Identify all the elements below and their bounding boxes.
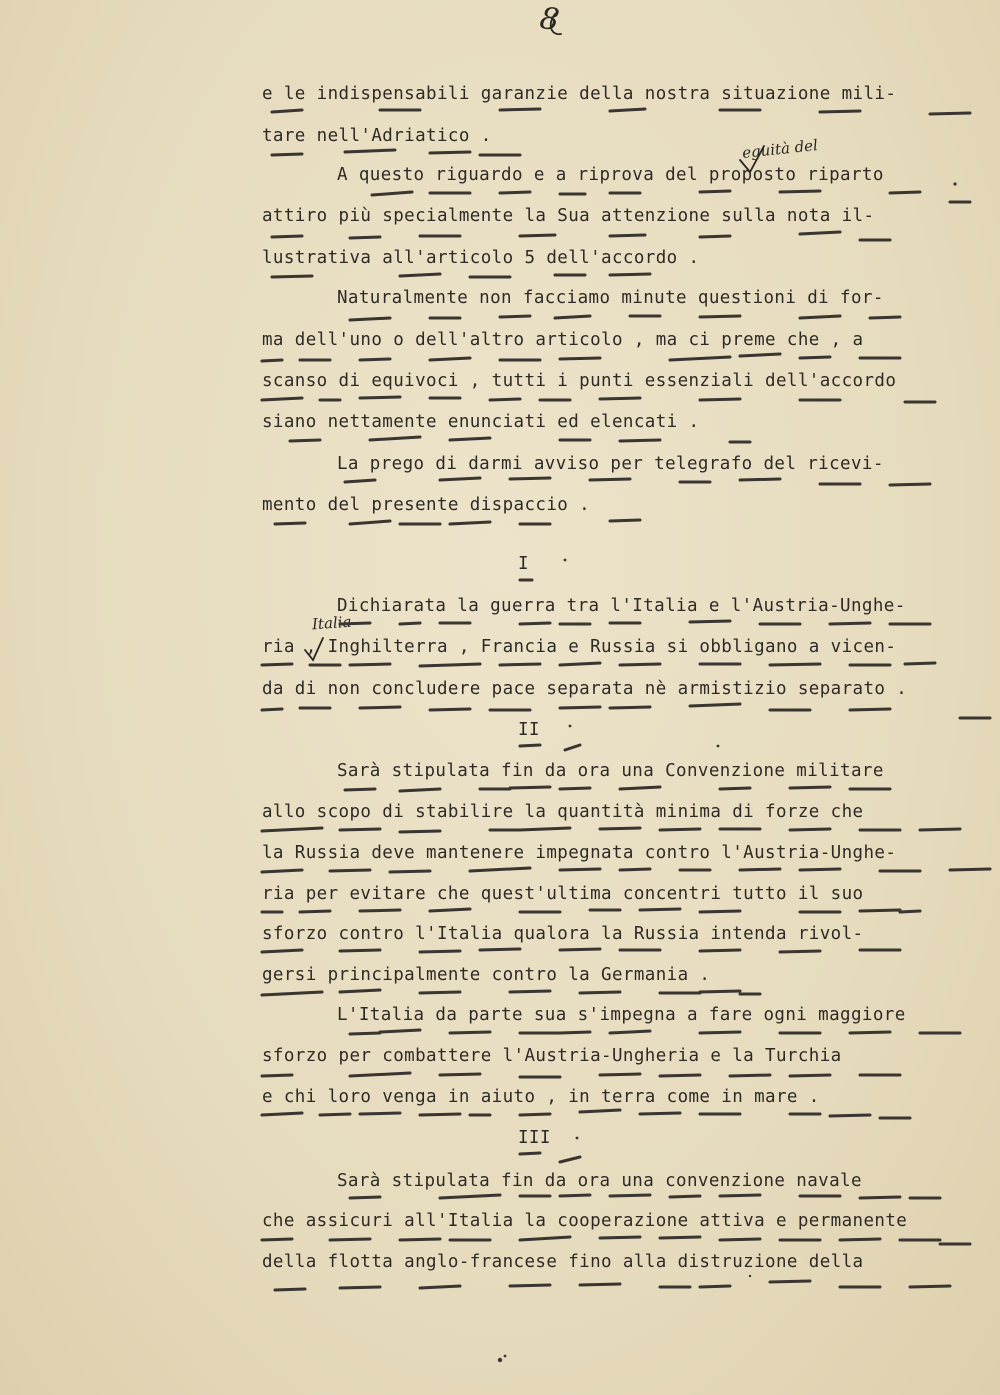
- text-line: La prego di darmi avviso per telegrafo del ricevi-: [337, 454, 884, 474]
- handwritten-insertion: Italia: [311, 612, 353, 634]
- text-line: Sarà stipulata fin da ora una Convenzione militare: [337, 761, 884, 781]
- text-line: Sarà stipulata fin da ora una convenzione navale: [337, 1171, 862, 1191]
- text-line: sforzo per combattere l'Austria-Ungheria e la Turchia: [262, 1046, 842, 1066]
- section-numeral: II: [518, 720, 540, 740]
- handwritten-insertion: eguità del: [741, 136, 819, 162]
- text-line: A questo riguardo e a riprova del proposto riparto: [337, 165, 884, 185]
- text-line: Naturalmente non facciamo minute questioni di for-: [337, 288, 884, 308]
- text-line: L'Italia da parte sua s'impegna a fare ogni maggiore: [337, 1005, 906, 1025]
- section-numeral: I: [518, 554, 529, 574]
- text-line: scanso di equivoci , tutti i punti essenziali dell'accordo: [262, 371, 897, 391]
- text-line: attiro più specialmente la Sua attenzione sulla nota il-: [262, 206, 875, 226]
- text-line: sforzo contro l'Italia qualora la Russia intenda rivol-: [262, 924, 864, 944]
- text-line: ma dell'uno o dell'altro articolo , ma ci preme che , a: [262, 330, 864, 350]
- text-line: mento del presente dispaccio .: [262, 495, 591, 515]
- text-line: da di non concludere pace separata nè armistizio separato .: [262, 679, 908, 699]
- text-line: che assicuri all'Italia la cooperazione attiva e permanente: [262, 1211, 908, 1231]
- section-numeral: III: [518, 1128, 551, 1148]
- page-number: 8: [537, 0, 562, 39]
- text-line: la Russia deve mantenere impegnata contro l'Austria-Unghe-: [262, 843, 897, 863]
- text-line: allo scopo di stabilire la quantità minima di forze che: [262, 802, 864, 822]
- text-line: ria , Inghilterra , Francia e Russia si obbligano a vicen-: [262, 637, 897, 657]
- text-line: gersi principalmente contro la Germania .: [262, 965, 711, 985]
- text-line: e le indispensabili garanzie della nostra situazione mili-: [262, 84, 897, 104]
- text-line: ria per evitare che quest'ultima concentri tutto il suo: [262, 884, 864, 904]
- text-line: e chi loro venga in aiuto , in terra come in mare .: [262, 1087, 820, 1107]
- text-line: siano nettamente enunciati ed elencati .: [262, 412, 700, 432]
- text-line: della flotta anglo-francese fino alla distruzione della: [262, 1252, 864, 1272]
- text-line: Dichiarata la guerra tra l'Italia e l'Austria-Unghe-: [337, 596, 906, 616]
- text-line: tare nell'Adriatico .: [262, 126, 492, 146]
- text-line: lustrativa all'articolo 5 dell'accordo .: [262, 248, 700, 268]
